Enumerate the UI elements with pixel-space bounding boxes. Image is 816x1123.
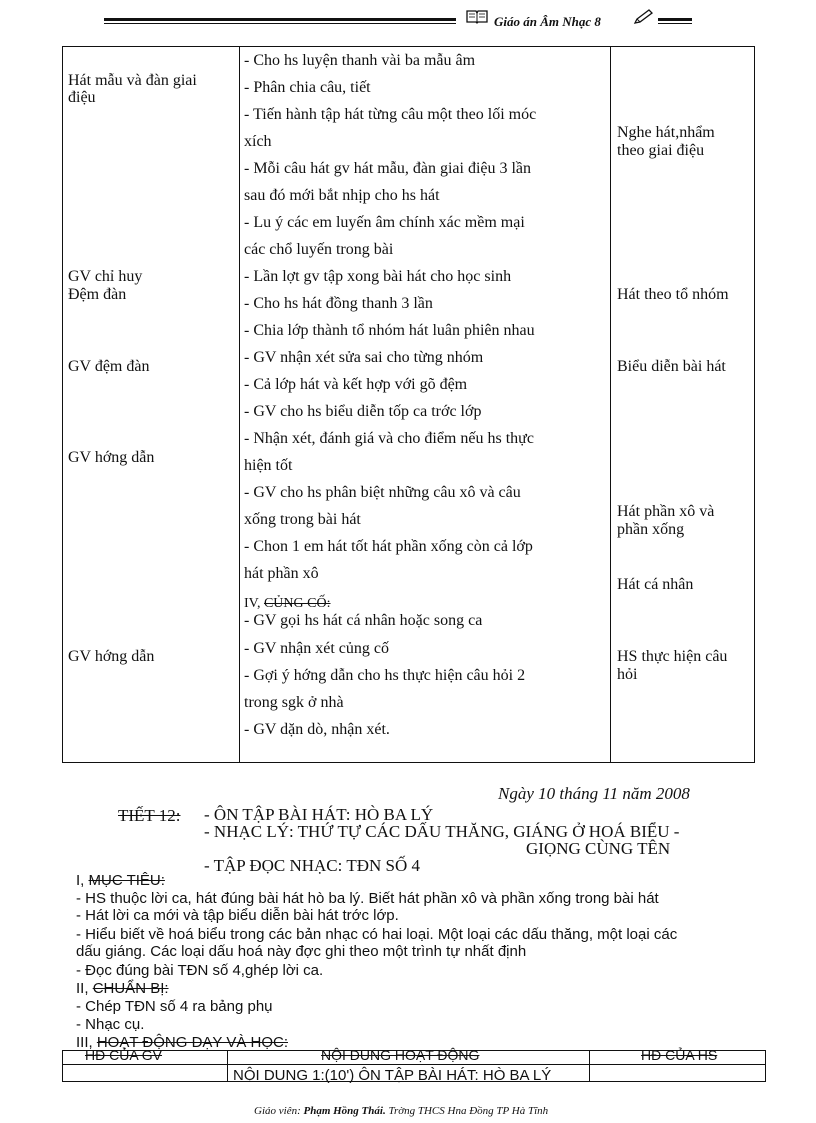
content-row: NỘI DUNG 1:(10') ÔN TẬP BÀI HÁT: HÒ BA LÝ [233,1067,552,1084]
footer-teacher-name: Phạm Hồng Thái. [303,1105,386,1117]
hoat-dong-label: HOẠT ĐỘNG DẠY VÀ HỌC: [96,1034,288,1051]
content-line: các chổ luyến trong bài [244,241,394,258]
chuan-bi-label: CHUẨN BỊ: [92,980,169,997]
content-line: - Cả lớp hát và kết hợp với gõ đệm [244,376,468,393]
pencil-icon [632,9,654,25]
preparation-line: - Nhạc cụ. [76,1016,145,1033]
column-divider-1 [227,1051,228,1081]
content-line: trong sgk ở nhà [244,694,344,711]
column-divider-2 [610,47,611,762]
content-line: - Phân chia câu, tiết [244,79,371,96]
student-activity: Hát cá nhân [617,576,694,593]
teacher-activity: GV hớng dẫn [68,449,155,466]
content-line: - GV cho hs phân biệt những câu xô và câu [244,484,521,501]
header-row-divider [63,1064,765,1065]
hoat-dong-number: III, [76,1034,93,1051]
content-line: xích [244,133,272,150]
header-content: NỘI DUNG HOẠT ĐỘNG [321,1047,480,1063]
content-line: - Chon 1 em hát tốt hát phần xống còn cả lớp [244,538,533,555]
header-rule-left-thin [104,23,456,24]
lesson-topic: - NHẠC LÝ: THỨ TỰ CÁC DẤU THĂNG, GIÁNG Ở HOÁ BIỂU - [204,822,680,841]
cung-co-heading [244,595,330,613]
content-line: - GV cho hs biểu diễn tốp ca trớc lớp [244,403,482,420]
teacher-activity: Hát mẫu và đàn giai [68,72,197,89]
student-activity: Nghe hát,nhẩm [617,124,715,141]
muc-tieu-label: MỤC TIÊU: [88,872,165,889]
content-line: - Gợi ý hớng dẫn cho hs thực hiện câu hỏi 2 [244,667,526,684]
book-icon [466,8,488,24]
header-rule-right-thin [658,23,692,24]
content-line: - GV dặn dò, nhận xét. [244,721,390,738]
teacher-activity: GV đệm đàn [68,358,150,375]
student-activity: Hát phần xô và [617,503,715,520]
content-line: - Cho hs luyện thanh vài ba mẫu âm [244,52,476,69]
cung-co-label: CỦNG CỐ: [263,596,331,611]
student-activity: theo giai điệu [617,142,705,159]
teacher-activity: GV chỉ huy [68,268,143,285]
header-title: Giáo án Âm Nhạc 8 [494,14,601,29]
student-activity: Biểu diễn bài hát [617,358,726,375]
column-divider-2 [589,1051,590,1081]
content-line: - Lần lợt gv tập xong bài hát cho học sinh [244,268,512,285]
lesson-topic: - ÔN TẬP BÀI HÁT: HÒ BA LÝ [204,805,434,824]
content-line: hiện tốt [244,457,293,474]
content-line: xống trong bài hát [244,511,361,528]
preparation-line: - Chép TĐN số 4 ra bảng phụ [76,998,273,1015]
teacher-activity: GV hớng dẫn [68,648,155,665]
content-line: - Lu ý các em luyến âm chính xác mềm mại [244,214,525,231]
footer [254,1105,548,1117]
content-line: - Mỗi câu hát gv hát mẫu, đàn giai điệu 3 lần [244,160,532,177]
content-line: - Cho hs hát đồng thanh 3 lần [244,295,433,312]
column-divider-1 [239,47,240,762]
content-line: - GV gọi hs hát cá nhân hoặc song ca [244,612,483,629]
chuan-bi-number: II, [76,980,89,997]
lesson-date: Ngày 10 tháng 11 năm 2008 [498,784,690,803]
content-line: hát phần xô [244,565,319,582]
content-line: - Tiến hành tập hát từng câu một theo lối móc [244,106,537,123]
footer-prefix: Giáo viên: [254,1105,301,1117]
student-activity: HS thực hiện câu [617,648,728,665]
student-activity: phần xống [617,521,685,538]
student-activity: hỏi [617,666,638,683]
header-rule-left [104,18,456,21]
lesson-topic: - TẬP ĐỌC NHẠC: TĐN SỐ 4 [204,856,420,875]
objective-line: - Hát lời ca mới và tập biểu diễn bài hát trớc lớp. [76,907,399,924]
header-teacher: HĐ CỦA GV [85,1047,163,1063]
objective-line: dấu giáng. Các loại dấu hoá này đợc ghi theo một trình tự nhất định [76,943,527,960]
section-heading-chuan-bi [76,980,169,997]
student-activity: Hát theo tổ nhóm [617,286,729,303]
content-line: - GV nhận xét củng cố [244,640,389,657]
teacher-activity: Đệm đàn [68,286,127,303]
teacher-activity: điệu [68,89,96,106]
content-line: - Nhận xét, đánh giá và cho điểm nếu hs thực [244,430,534,447]
objective-line: - Đọc đúng bài TĐN số 4,ghép lời ca. [76,962,324,979]
cung-co-number: IV, [244,596,261,611]
section-heading-muc-tieu [76,872,165,889]
content-line: sau đó mới bắt nhịp cho hs hát [244,187,440,204]
header-student: HĐ CỦA HS [641,1047,718,1063]
activities-table [62,1047,766,1084]
header-rule-right [658,18,692,21]
objective-line: - Hiểu biết về hoá biểu trong các bản nhạc có hai loại. Một loại các dấu thăng, một loại các [76,926,678,943]
muc-tieu-number: I, [76,872,85,889]
footer-school: Trờng THCS Hna Đồng TP Hà Tĩnh [388,1105,549,1117]
lesson-topic: GIỌNG CÙNG TÊN [526,839,671,858]
content-line: - Chia lớp thành tổ nhóm hát luân phiên nhau [244,322,535,339]
content-line: - GV nhận xét sửa sai cho từng nhóm [244,349,484,366]
lesson-number: TIẾT 12: [118,806,181,825]
objective-line: - HS thuộc lời ca, hát đúng bài hát hò ba lý. Biết hát phần xô và phần xống trong bài hát [76,890,659,907]
